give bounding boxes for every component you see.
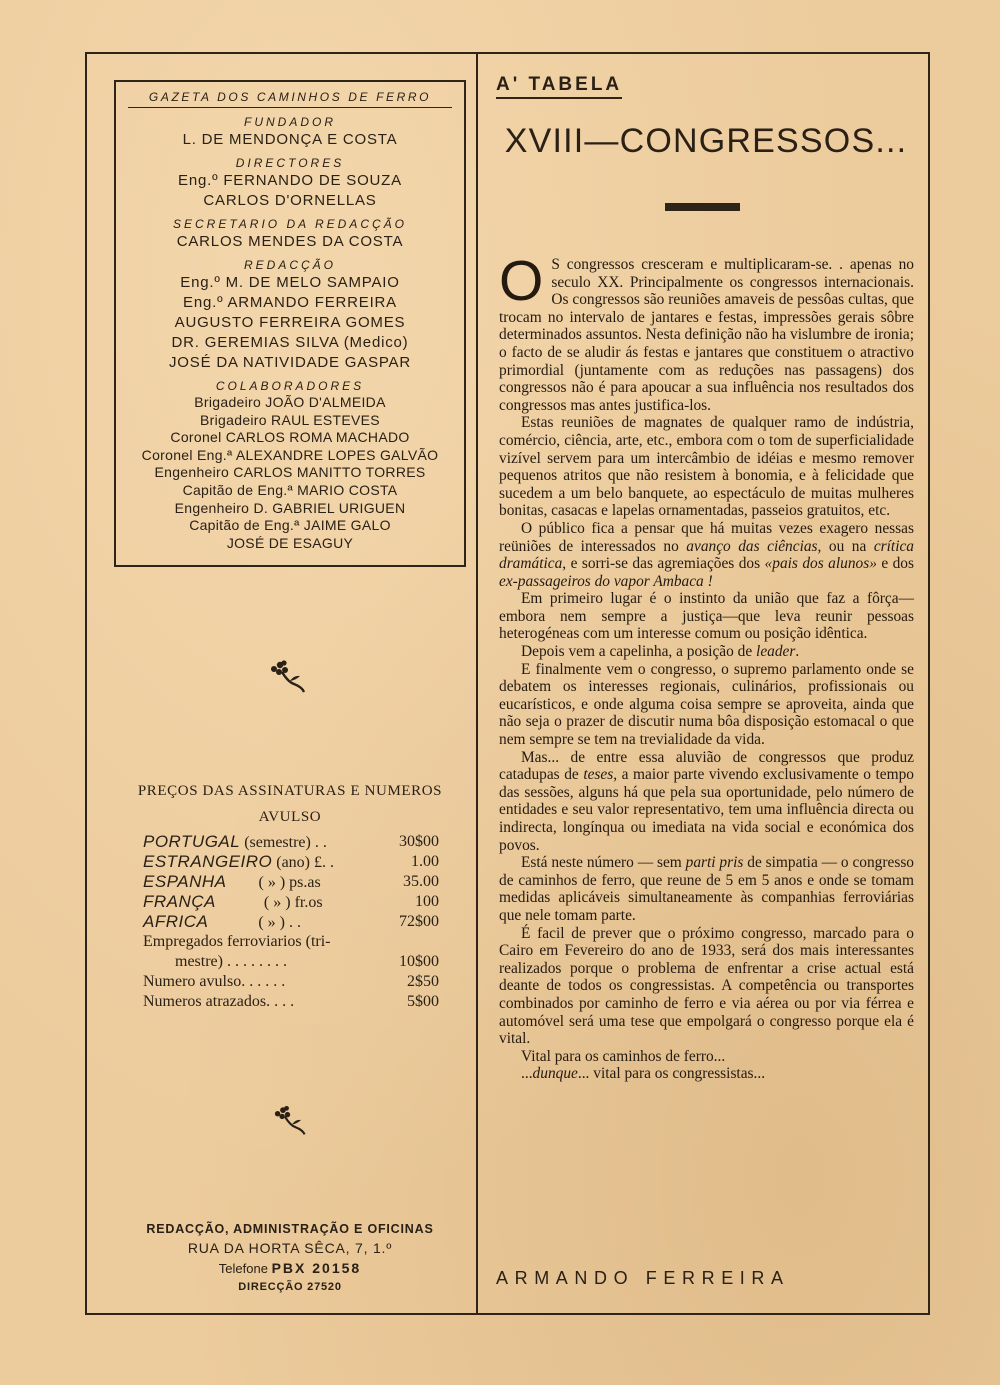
prices-heading-line: PREÇOS DAS ASSINATURAS E NUMEROS	[137, 783, 443, 799]
article-paragraph: Estas reuniões de magnates de qualquer ramo de indústria, comércio, ciência, arte, etc., embora com o tom de superficialidade vizível servem para um intercâmbio de idéias e mesmo remover pequenos atritos que não resistem à bonomia, e à felicidade que sucedem a um belo banquete, ao espectáculo de muitas mulheres bonitas, casacas e lapelas ornamentadas, passeios gratuitos, etc.	[499, 414, 914, 520]
directores-label: DIRECTORES	[235, 156, 345, 170]
section-title: A' TABELA	[496, 74, 622, 99]
italic-text: leader	[756, 643, 796, 661]
phone-number: PBX 20158	[271, 1260, 362, 1276]
italic-text: parti pris	[685, 854, 744, 872]
price-label: Numeros atrazados. . . .	[143, 993, 295, 1010]
price-value: 5$00	[407, 993, 439, 1010]
paragraph-text: .	[795, 643, 800, 661]
article-paragraph	[499, 520, 914, 590]
italic-text: dunque	[532, 1065, 578, 1083]
article-body	[499, 249, 915, 1083]
redaccao-name: Eng.º M. DE MELO SAMPAIO	[180, 274, 400, 291]
paragraph-text: Mas... de entre essa aluvião de congressos que produz catadupas de	[499, 748, 914, 784]
paragraph-text: S congressos cresceram e multiplicaram-se. . apenas no seculo XX. Principalmente os congressos internacionais. Os congressos são reuniões amaveis de pessôas cultas, que trocam no intervalo de jantares e festas, impressões gerais sôbre determinados assuntos. Nesta definição não ha vislumbre de ironia; o facto de se aludir ás festas e jantares que constituem o atractivo primordial (juntamente com as reduções nas passagens) dos congressos não é para apoucar a sua influência nos resultados dos congressos mas antes justifica-los.	[499, 256, 915, 414]
colaboradores-label: COLABORADORES	[215, 379, 365, 393]
price-row	[143, 912, 443, 932]
colaborador-name: Capitão de Eng.ª MARIO COSTA	[182, 481, 398, 498]
price-row	[143, 832, 443, 852]
article-paragraph: Em primeiro lugar é o instinto da união que faz a fôrça—embora nem sempre a justiça—que leva reunir pessoas heterogéneas com um interesse comum ou posição idêntica.	[499, 590, 914, 643]
price-row	[143, 952, 443, 972]
price-row	[143, 852, 443, 872]
paragraph-text: , e sorri-se das agremiações dos	[562, 555, 765, 573]
masthead-title: GAZETA DOS CAMINHOS DE FERRO	[128, 90, 452, 108]
price-detail: ( » ) fr.os	[263, 894, 323, 911]
price-value: 35.00	[403, 873, 439, 890]
italic-text: ex-passageiros do vapor Ambaca !	[499, 572, 713, 590]
masthead-box	[114, 80, 466, 567]
colaborador-name: Engenheiro D. GABRIEL URIGUEN	[174, 499, 406, 516]
price-detail: ( » ) ps.as	[258, 874, 321, 891]
column-divider	[476, 52, 478, 1315]
secretario-label: SECRETARIO DA REDACÇÃO	[172, 217, 408, 231]
article-paragraph: Vital para os caminhos de ferro...	[521, 1047, 726, 1065]
secretario-name: CARLOS MENDES DA COSTA	[176, 233, 404, 250]
price-value: 10$00	[399, 953, 439, 970]
article-paragraph: E finalmente vem o congresso, o supremo parlamento onde se debatem os interesses regionais, culinários, profissionais ou eucarísticos, e onde alguma coisa sempre se aproveita, ainda que não seja o prazer de discutir numa bôa disposição estomacal o que nem sempre se tem na trevialidade da vida.	[499, 660, 914, 749]
redaccao-name: AUGUSTO FERREIRA GOMES	[174, 314, 406, 331]
paragraph-text: Depois vem a capelinha, a posição de	[521, 643, 757, 661]
price-value: 1.00	[411, 853, 439, 870]
price-detail: (ano) £. .	[276, 854, 335, 871]
flower-ornament-icon	[274, 1102, 310, 1138]
price-region: AFRICA	[143, 912, 209, 931]
author-signature: ARMANDO FERREIRA	[496, 1268, 790, 1288]
paragraph-text: de simpatia — o congresso de caminhos de ferro, que reune de 5 em 5 anos e onde se tomam medidas aplicáveis simultaneamente às companhias ferroviárias que nele tomam parte.	[499, 854, 915, 924]
colaborador-name: Brigadeiro RAUL ESTEVES	[200, 411, 380, 428]
price-row	[143, 992, 443, 1012]
article-paragraph	[499, 249, 915, 414]
prices-heading	[114, 778, 466, 830]
price-label: Numero avulso. . . . . .	[143, 973, 286, 990]
direccao-line: DIRECÇÃO 27520	[238, 1281, 342, 1293]
address-line: REDACÇÃO, ADMINISTRAÇÃO E OFICINAS	[146, 1222, 434, 1236]
article-paragraph	[499, 854, 914, 924]
price-label: mestre) . . . . . . . .	[175, 953, 287, 970]
redaccao-name: Eng.º ARMANDO FERREIRA	[183, 294, 397, 311]
italic-text: teses	[583, 766, 614, 784]
colaborador-name: Engenheiro CARLOS MANITTO TORRES	[154, 464, 426, 481]
paragraph-text: e dos	[876, 555, 914, 573]
prices-table	[143, 832, 443, 1012]
colaborador-name: Coronel Eng.ª ALEXANDRE LOPES GALVÃO	[141, 446, 439, 463]
drop-cap: O	[499, 249, 544, 313]
article-paragraph	[499, 1065, 914, 1083]
price-row	[143, 932, 443, 952]
fundador-name: L. DE MENDONÇA E COSTA	[182, 131, 398, 148]
phone-label: Telefone	[218, 1261, 268, 1276]
italic-text: crítica dramática	[499, 537, 915, 573]
price-region: PORTUGAL	[143, 832, 241, 851]
price-detail: (semestre) . .	[244, 834, 327, 851]
price-region: FRANÇA	[143, 892, 216, 911]
price-value: 30$00	[399, 833, 439, 850]
address-block	[114, 1220, 466, 1295]
headline-rule	[665, 203, 740, 211]
paragraph-text: , ou na	[817, 537, 874, 555]
paragraph-text: O público fica a pensar que há muitas vezes exagero nessas reüniões de interessados no	[499, 519, 914, 555]
fundador-label: FUNDADOR	[244, 115, 336, 129]
article-paragraph	[499, 749, 914, 855]
article-headline: XVIII—CONGRESSOS...	[504, 122, 908, 160]
price-row	[143, 892, 443, 912]
director-name: CARLOS D'ORNELLAS	[203, 192, 377, 209]
colaborador-name: Coronel CARLOS ROMA MACHADO	[170, 429, 410, 446]
colaborador-name: Brigadeiro JOÃO D'ALMEIDA	[194, 394, 386, 410]
price-row	[143, 872, 443, 892]
price-detail: ( » ) . .	[258, 914, 301, 931]
price-region: ESTRANGEIRO	[143, 852, 273, 871]
redaccao-name: DR. GEREMIAS SILVA (Medico)	[171, 334, 409, 351]
paragraph-text: , a maior parte vivendo exclusivamente o tempo das sessões, alguns há que pela sua oportunidade, pelo número de entidades e seu valor representativo, tem uma influência directa ou indirecta, longínqua ou imediata na vida social e económica dos povos.	[499, 766, 914, 854]
italic-text: «pais dos alunos»	[764, 555, 877, 573]
colaborador-name: Capitão de Eng.ª JAIME GALO	[189, 517, 391, 534]
director-name: Eng.º FERNANDO DE SOUZA	[178, 172, 402, 189]
paragraph-text: Está neste número — sem	[521, 854, 686, 872]
flower-ornament-icon	[270, 656, 310, 696]
phone-line	[114, 1258, 466, 1279]
article-paragraph	[499, 643, 914, 661]
redaccao-label: REDACÇÃO	[243, 258, 336, 272]
price-value: 2$50	[407, 973, 439, 990]
price-region: ESPANHA	[143, 872, 227, 891]
article-paragraph: É facil de prever que o próximo congresso, marcado para o Cairo em Fevereiro do ano de 1933, será dos mais interessantes realizados porque o problema de enfrentar a crise actual está deante de todos os congressistas. A competência ou transportes combinados por caminho de ferro e via aérea ou por via férrea e automóvel será uma tese que empolgará o congresso porque ela é vital.	[499, 924, 914, 1048]
italic-text: avanço das ciências	[686, 537, 818, 555]
paragraph-text: ...	[521, 1065, 533, 1083]
price-value: 100	[415, 893, 439, 910]
colaborador-name: JOSÉ DE ESAGUY	[226, 534, 354, 551]
redaccao-name: JOSÉ DA NATIVIDADE GASPAR	[169, 354, 411, 371]
price-row	[143, 972, 443, 992]
paragraph-text: ... vital para os congressistas...	[577, 1065, 766, 1083]
address-line: RUA DA HORTA SÊCA, 7, 1.º	[187, 1240, 393, 1256]
prices-heading-line: AVULSO	[258, 809, 322, 825]
price-value: 72$00	[399, 913, 439, 930]
price-label: Empregados ferroviarios (tri-	[143, 933, 331, 950]
